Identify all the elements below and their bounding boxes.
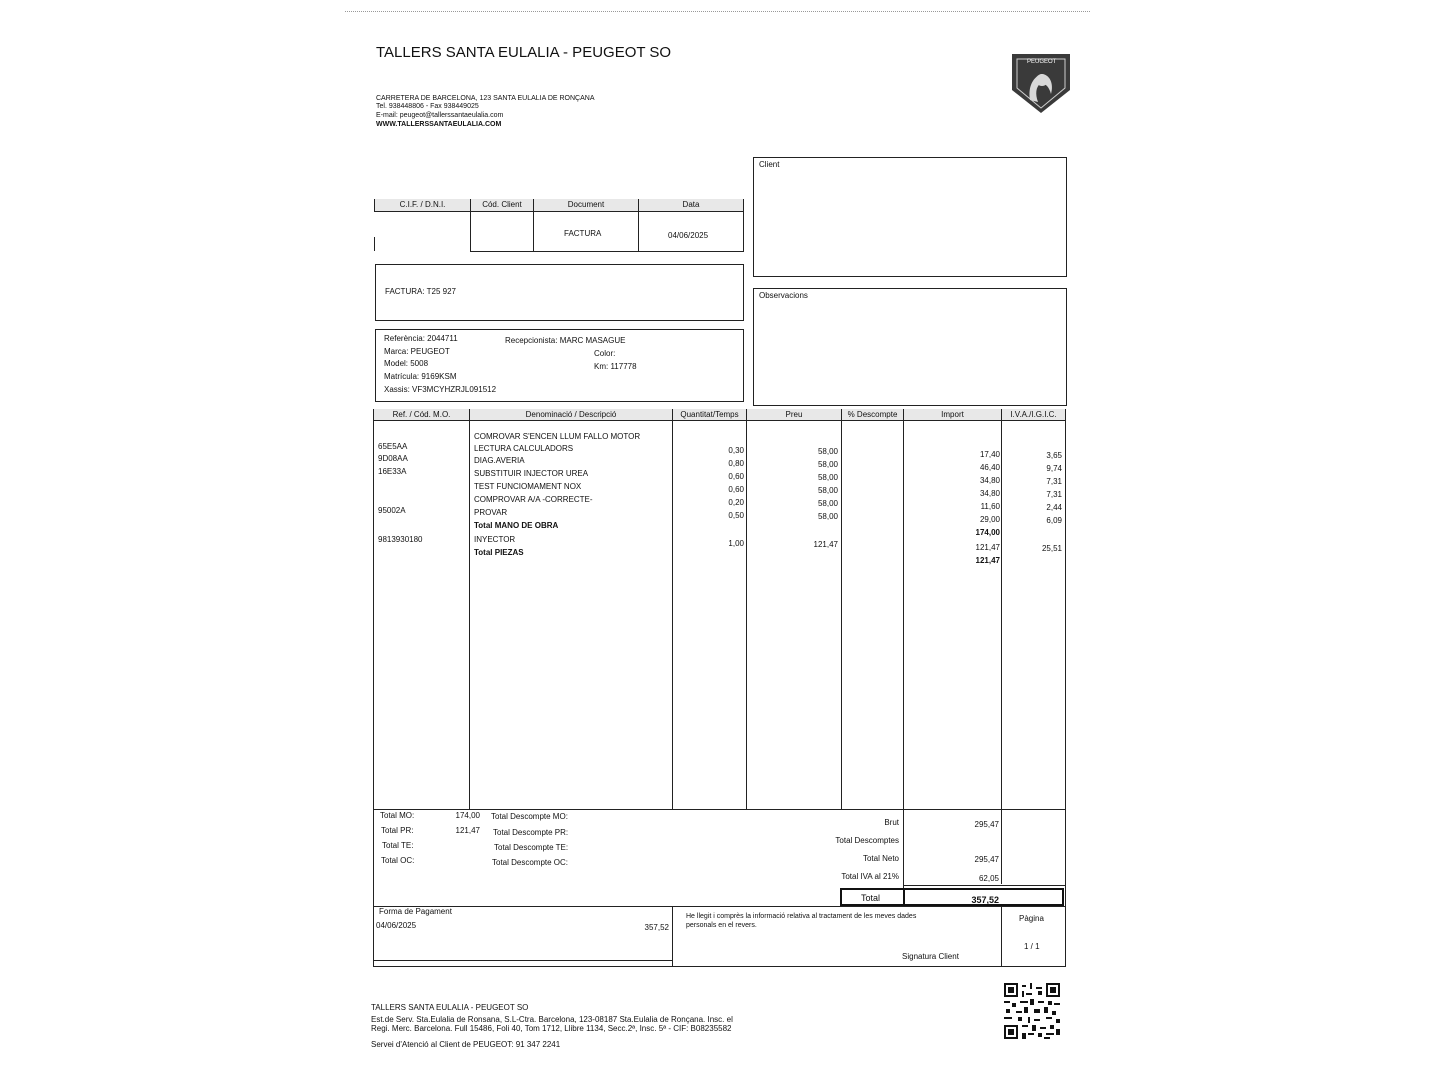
footer-legal-line1: Est.de Serv. Sta.Eulalia de Ronsana, S.L-Ctra. Barcelona, 123-08187 Sta.Eulalia de Ronçana. Insc. el bbox=[371, 1015, 733, 1024]
row-desc: LECTURA CALCULADORS bbox=[474, 444, 574, 453]
brut-label: Brut bbox=[884, 818, 899, 827]
footer-service-line: Servei d'Atenció al Client de PEUGEOT: 91 347 2241 bbox=[371, 1040, 561, 1049]
desc-mo-label: Total Descompte MO: bbox=[491, 812, 568, 821]
total-pr-value: 121,47 bbox=[455, 826, 480, 835]
observations-box bbox=[753, 288, 1067, 406]
total-pr-label: Total PR: bbox=[381, 826, 414, 835]
company-phone: Tel. 938448806 - Fax 938449025 bbox=[376, 103, 479, 110]
client-box bbox=[753, 157, 1067, 277]
col-ref-header: Ref. / Cód. M.O. bbox=[374, 409, 469, 420]
row-qty: 0,30 bbox=[728, 446, 744, 455]
col-discount-header: % Descompte bbox=[842, 409, 903, 420]
date-value: 04/06/2025 bbox=[668, 231, 709, 240]
row-import: 121,47 bbox=[975, 556, 1000, 565]
table-row bbox=[373, 431, 1066, 443]
iva-value: 62,05 bbox=[978, 874, 999, 883]
descomptes-label: Total Descomptes bbox=[835, 836, 899, 845]
col-desc-header: Denominació / Descripció bbox=[470, 409, 672, 420]
footer-legal-line2: Regi. Merc. Barcelona. Full 15486, Foli 40, Tom 1712, Llibre 1134, Secc.2ª, Insc. 5ª - CIF: B08235582 bbox=[371, 1024, 732, 1033]
row-ref: 65E5AA bbox=[378, 442, 408, 451]
total-oc-label: Total OC: bbox=[381, 856, 415, 865]
row-ref: 9D08AA bbox=[378, 454, 408, 463]
company-web: WWW.TALLERSSANTAEULALIA.COM bbox=[376, 121, 502, 128]
total-value: 357,52 bbox=[971, 895, 999, 905]
total-mo-label: Total MO: bbox=[380, 811, 415, 820]
row-ref: 16E33A bbox=[378, 467, 407, 476]
row-qty: 0,60 bbox=[728, 472, 744, 481]
vehicle-model: Model: 5008 bbox=[384, 359, 429, 368]
col-import-header: Import bbox=[904, 409, 1001, 420]
vehicle-brand: Marca: PEUGEOT bbox=[384, 347, 450, 356]
row-import: 29,00 bbox=[979, 515, 1000, 524]
privacy-notice-line2: personals en el revers. bbox=[686, 922, 757, 929]
row-import: 46,40 bbox=[979, 463, 1000, 472]
row-desc: SUBSTITUIR INJECTOR UREA bbox=[474, 469, 589, 478]
peugeot-logo bbox=[1008, 50, 1074, 116]
row-import: 11,60 bbox=[980, 502, 1000, 511]
row-desc: COMPROVAR A/A -CORRECTE- bbox=[474, 495, 593, 504]
row-iva: 7,31 bbox=[1046, 477, 1062, 486]
totals-section bbox=[373, 810, 1066, 907]
row-ref: 9813930180 bbox=[378, 535, 423, 544]
row-import: 34,80 bbox=[979, 476, 1000, 485]
row-desc: COMROVAR S'ENCEN LLUM FALLO MOTOR bbox=[474, 432, 641, 441]
document-value: FACTURA bbox=[564, 229, 602, 238]
scan-edge bbox=[345, 11, 1090, 12]
row-iva: 9,74 bbox=[1046, 464, 1062, 473]
row-qty: 0,80 bbox=[728, 459, 744, 468]
invoice-number: FACTURA: T25 927 bbox=[385, 287, 456, 296]
company-address: CARRETERA DE BARCELONA, 123 SANTA EULALIA DE RONÇANA bbox=[376, 95, 595, 102]
row-qty: 0,20 bbox=[728, 498, 744, 507]
col-qty-header: Quantitat/Temps bbox=[673, 409, 746, 420]
iva-label: Total IVA al 21% bbox=[841, 872, 899, 881]
vehicle-plate: Matrícula: 9169KSM bbox=[384, 372, 457, 381]
row-price: 58,00 bbox=[817, 512, 838, 521]
row-price: 121,47 bbox=[813, 540, 838, 549]
row-qty: 0,50 bbox=[728, 511, 744, 520]
vehicle-reference: Referència: 2044711 bbox=[384, 334, 458, 343]
qr-code bbox=[1004, 983, 1060, 1039]
row-price: 58,00 bbox=[817, 486, 838, 495]
payment-date: 04/06/2025 bbox=[376, 921, 417, 930]
row-import: 34,80 bbox=[979, 489, 1000, 498]
row-desc: Total MANO DE OBRA bbox=[474, 521, 559, 530]
desc-te-label: Total Descompte TE: bbox=[494, 843, 569, 852]
row-iva: 2,44 bbox=[1046, 503, 1062, 512]
vehicle-km: Km: 117778 bbox=[594, 362, 637, 371]
row-iva: 25,51 bbox=[1041, 544, 1062, 553]
table-row bbox=[373, 544, 1066, 565]
invoice-number-box bbox=[375, 264, 744, 321]
neto-label: Total Neto bbox=[862, 854, 899, 863]
date-label: Data bbox=[639, 199, 743, 211]
page-value: 1 / 1 bbox=[1024, 942, 1040, 951]
total-mo-value: 174,00 bbox=[455, 811, 480, 820]
row-price: 58,00 bbox=[817, 460, 838, 469]
logo-text: PEUGEOT bbox=[1027, 59, 1057, 65]
desc-pr-label: Total Descompte PR: bbox=[493, 828, 569, 837]
row-desc: INYECTOR bbox=[474, 535, 516, 544]
row-import: 121,47 bbox=[975, 543, 1000, 552]
company-name: TALLERS SANTA EULALIA - PEUGEOT SO bbox=[376, 44, 672, 61]
cif-label: C.I.F. / D.N.I. bbox=[375, 199, 470, 211]
col-iva-header: I.V.A./I.G.I.C. bbox=[1002, 409, 1065, 420]
row-qty: 0,60 bbox=[728, 485, 744, 494]
row-price: 58,00 bbox=[817, 473, 838, 482]
row-iva: 6,09 bbox=[1046, 516, 1062, 525]
signature-label: Signatura Client bbox=[902, 952, 959, 961]
col-price-header: Preu bbox=[747, 409, 841, 420]
payment-amount: 357,52 bbox=[644, 923, 669, 932]
table-row bbox=[373, 520, 1066, 537]
vehicle-chassis: Xassis: VF3MCYHZRJL091512 bbox=[384, 385, 497, 394]
document-label: Document bbox=[534, 199, 638, 211]
document-header-table bbox=[374, 199, 744, 255]
row-iva: 7,31 bbox=[1046, 490, 1062, 499]
row-desc: Total PIEZAS bbox=[474, 548, 524, 557]
row-qty: 1,00 bbox=[728, 539, 744, 548]
cod-client-label: Cód. Client bbox=[471, 199, 533, 211]
desc-oc-label: Total Descompte OC: bbox=[492, 858, 569, 867]
vehicle-box bbox=[375, 329, 744, 402]
neto-value: 295,47 bbox=[974, 855, 999, 864]
privacy-notice-line1: He llegit i comprès la informació relativa al tractament de les meves dades bbox=[686, 913, 917, 920]
total-te-label: Total TE: bbox=[382, 841, 414, 850]
row-desc: TEST FUNCIOMAMENT NOX bbox=[474, 482, 582, 491]
brut-value: 295,47 bbox=[974, 820, 999, 829]
row-desc: PROVAR bbox=[474, 508, 508, 517]
footer-company-name: TALLERS SANTA EULALIA - PEUGEOT SO bbox=[371, 1003, 529, 1012]
row-price: 58,00 bbox=[817, 447, 838, 456]
table-row bbox=[373, 481, 1066, 499]
vehicle-color: Color: bbox=[594, 349, 616, 358]
vehicle-receptionist: Recepcionista: MARC MASAGUE bbox=[505, 336, 626, 345]
payment-label: Forma de Pagament bbox=[379, 907, 452, 916]
row-ref: 95002A bbox=[378, 506, 406, 515]
row-import: 17,40 bbox=[979, 450, 1000, 459]
observations-label: Observacions bbox=[759, 291, 808, 300]
row-desc: DIAG.AVERIA bbox=[474, 456, 525, 465]
payment-section bbox=[373, 906, 1066, 967]
client-label: Client bbox=[759, 160, 780, 169]
row-import: 174,00 bbox=[975, 528, 1000, 537]
total-label: Total bbox=[861, 893, 881, 903]
row-iva: 3,65 bbox=[1046, 451, 1062, 460]
company-email: E-mail: peugeot@tallerssantaeulalia.com bbox=[376, 112, 504, 119]
items-body bbox=[373, 431, 1066, 581]
page-label: Pàgina bbox=[1019, 914, 1044, 923]
row-price: 58,00 bbox=[817, 499, 838, 508]
